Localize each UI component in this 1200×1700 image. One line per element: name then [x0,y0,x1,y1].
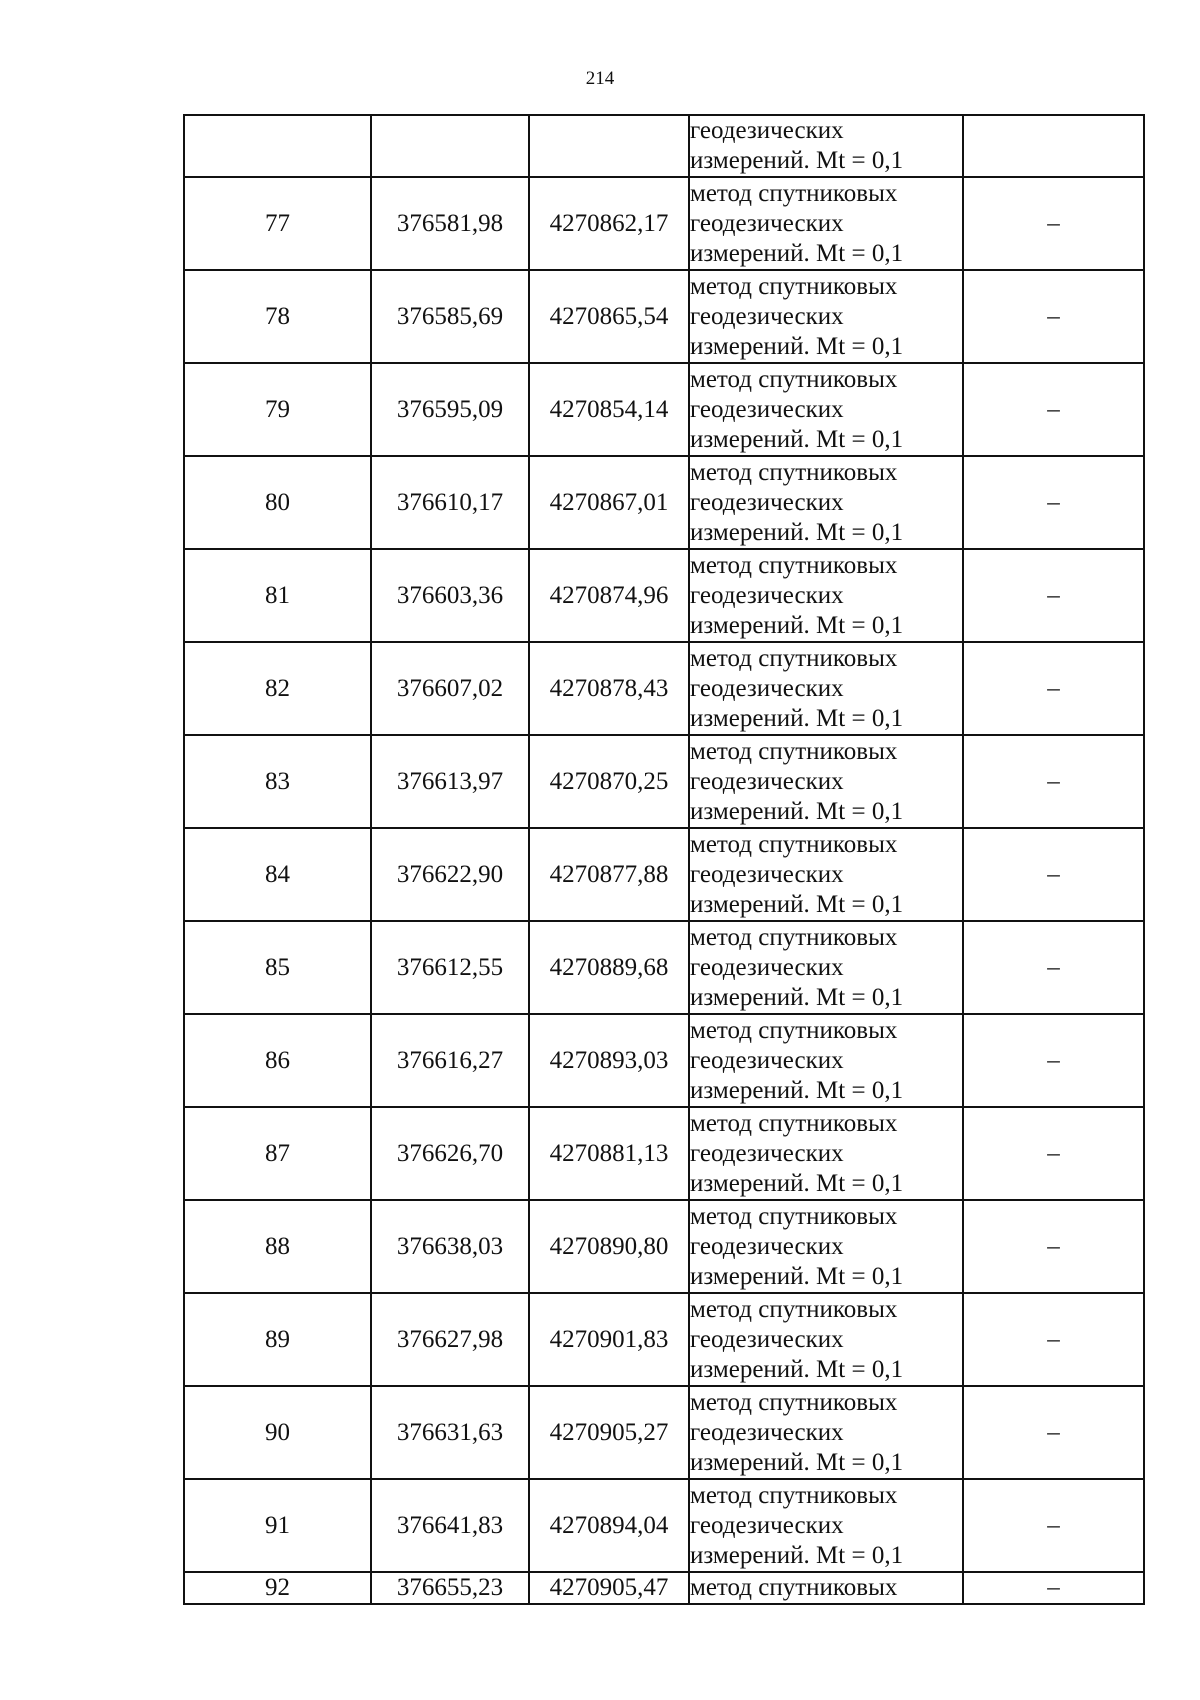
table-row [184,921,1144,1014]
note-cell: – [963,1293,1144,1386]
y-coordinate-cell: 4270865,54 [529,270,689,363]
method-cell [689,1386,963,1479]
method-line: измерений. Mt = 0,1 [690,983,904,1011]
x-coordinate-cell: 376655,23 [371,1572,529,1604]
table-row [184,642,1144,735]
note-cell: – [963,1479,1144,1572]
method-line: метод спутниковых [690,458,898,486]
method-line: геодезических [690,395,844,423]
point-number-cell: 83 [184,735,371,828]
method-line: геодезических [690,674,844,702]
method-line: метод спутниковых [690,551,898,579]
table-row [184,1107,1144,1200]
y-coordinate-cell: 4270874,96 [529,549,689,642]
y-coordinate-cell: 4270870,25 [529,735,689,828]
method-line: измерений. Mt = 0,1 [690,147,904,174]
x-coordinate-cell: 376581,98 [371,177,529,270]
note-cell: – [963,828,1144,921]
point-number-cell: 77 [184,177,371,270]
method-line: геодезических [690,953,844,981]
y-coordinate-cell: 4270901,83 [529,1293,689,1386]
y-coordinate-cell: 4270893,03 [529,1014,689,1107]
y-coordinate-cell [529,115,689,177]
method-cell [689,921,963,1014]
method-cell [689,115,963,177]
note-cell: – [963,456,1144,549]
point-number-cell: 89 [184,1293,371,1386]
point-number-cell: 78 [184,270,371,363]
y-coordinate-cell: 4270877,88 [529,828,689,921]
method-line: метод спутниковых [690,644,898,672]
table-row [184,456,1144,549]
method-line: геодезических [690,1232,844,1260]
method-line: геодезических [690,581,844,609]
method-cell [689,735,963,828]
note-cell: – [963,177,1144,270]
x-coordinate-cell: 376585,69 [371,270,529,363]
note-cell: – [963,549,1144,642]
method-cell [689,642,963,735]
method-line: измерений. Mt = 0,1 [690,890,904,918]
method-cell [689,1479,963,1572]
table-row-continued [184,115,1144,177]
x-coordinate-cell: 376612,55 [371,921,529,1014]
point-number-cell: 90 [184,1386,371,1479]
point-number-cell: 86 [184,1014,371,1107]
method-cell [689,828,963,921]
point-number-cell: 82 [184,642,371,735]
method-line: метод спутниковых [690,923,898,951]
x-coordinate-cell: 376603,36 [371,549,529,642]
method-line: измерений. Mt = 0,1 [690,518,904,546]
point-number-cell: 91 [184,1479,371,1572]
method-line: геодезических [690,1418,844,1446]
method-line: измерений. Mt = 0,1 [690,1262,904,1290]
method-cell [689,549,963,642]
point-number-cell: 87 [184,1107,371,1200]
table-row [184,1479,1144,1572]
method-line: геодезических [690,117,844,144]
table-row [184,1014,1144,1107]
method-cell [689,1014,963,1107]
method-cell [689,363,963,456]
x-coordinate-cell [371,115,529,177]
y-coordinate-cell: 4270878,43 [529,642,689,735]
method-line: геодезических [690,860,844,888]
method-line: геодезических [690,302,844,330]
method-line: измерений. Mt = 0,1 [690,1355,904,1383]
note-cell: – [963,1200,1144,1293]
point-number-cell: 92 [184,1572,371,1604]
table-row [184,1572,1144,1604]
table-row [184,363,1144,456]
point-number-cell: 80 [184,456,371,549]
note-cell [963,115,1144,177]
y-coordinate-cell: 4270881,13 [529,1107,689,1200]
method-line: метод спутниковых [690,1295,898,1323]
method-line: метод спутниковых [690,1109,898,1137]
method-line: метод спутниковых [690,272,898,300]
note-cell: – [963,1386,1144,1479]
method-line: метод спутниковых [690,1388,898,1416]
method-cell [689,1572,963,1604]
note-cell: – [963,642,1144,735]
method-line: измерений. Mt = 0,1 [690,1169,904,1197]
x-coordinate-cell: 376627,98 [371,1293,529,1386]
point-number-cell: 85 [184,921,371,1014]
table-row [184,549,1144,642]
table-body [184,115,1144,1604]
y-coordinate-cell: 4270894,04 [529,1479,689,1572]
method-line: измерений. Mt = 0,1 [690,704,904,732]
method-line: геодезических [690,488,844,516]
point-number-cell: 84 [184,828,371,921]
point-number-cell [184,115,371,177]
method-cell [689,456,963,549]
method-line: геодезических [690,767,844,795]
point-number-cell: 79 [184,363,371,456]
method-line: метод спутниковых [690,1202,898,1230]
method-line: метод спутниковых [690,1016,898,1044]
coordinates-table [183,114,1145,1605]
method-line: геодезических [690,1139,844,1167]
method-line: геодезических [690,1325,844,1353]
method-line: измерений. Mt = 0,1 [690,611,904,639]
note-cell: – [963,735,1144,828]
point-number-cell: 88 [184,1200,371,1293]
table-row [184,1293,1144,1386]
method-line: геодезических [690,209,844,237]
method-line: метод спутниковых [690,179,898,207]
method-line: метод спутниковых [690,1481,898,1509]
note-cell: – [963,1107,1144,1200]
y-coordinate-cell: 4270890,80 [529,1200,689,1293]
point-number-cell: 81 [184,549,371,642]
method-line: метод спутниковых [690,1574,898,1601]
method-line: измерений. Mt = 0,1 [690,1076,904,1104]
table-row [184,1200,1144,1293]
y-coordinate-cell: 4270905,27 [529,1386,689,1479]
y-coordinate-cell: 4270889,68 [529,921,689,1014]
table-row [184,828,1144,921]
note-cell: – [963,1014,1144,1107]
method-line: измерений. Mt = 0,1 [690,332,904,360]
note-cell: – [963,270,1144,363]
table-row [184,270,1144,363]
method-line: геодезических [690,1511,844,1539]
y-coordinate-cell: 4270854,14 [529,363,689,456]
method-cell [689,1107,963,1200]
x-coordinate-cell: 376641,83 [371,1479,529,1572]
method-cell [689,270,963,363]
table-row [184,1386,1144,1479]
x-coordinate-cell: 376616,27 [371,1014,529,1107]
method-line: метод спутниковых [690,830,898,858]
method-line: измерений. Mt = 0,1 [690,1448,904,1476]
page-number: 214 [585,68,615,89]
method-cell [689,177,963,270]
note-cell: – [963,1572,1144,1604]
note-cell: – [963,363,1144,456]
table-row [184,177,1144,270]
method-cell [689,1293,963,1386]
x-coordinate-cell: 376631,63 [371,1386,529,1479]
x-coordinate-cell: 376638,03 [371,1200,529,1293]
method-line: геодезических [690,1046,844,1074]
y-coordinate-cell: 4270862,17 [529,177,689,270]
x-coordinate-cell: 376613,97 [371,735,529,828]
table-row [184,735,1144,828]
x-coordinate-cell: 376595,09 [371,363,529,456]
x-coordinate-cell: 376626,70 [371,1107,529,1200]
method-line: измерений. Mt = 0,1 [690,797,904,825]
method-line: измерений. Mt = 0,1 [690,1541,904,1569]
method-cell [689,1200,963,1293]
y-coordinate-cell: 4270905,47 [529,1572,689,1604]
x-coordinate-cell: 376610,17 [371,456,529,549]
method-line: метод спутниковых [690,365,898,393]
x-coordinate-cell: 376622,90 [371,828,529,921]
method-line: измерений. Mt = 0,1 [690,239,904,267]
note-cell: – [963,921,1144,1014]
method-line: измерений. Mt = 0,1 [690,425,904,453]
y-coordinate-cell: 4270867,01 [529,456,689,549]
method-line: метод спутниковых [690,737,898,765]
x-coordinate-cell: 376607,02 [371,642,529,735]
